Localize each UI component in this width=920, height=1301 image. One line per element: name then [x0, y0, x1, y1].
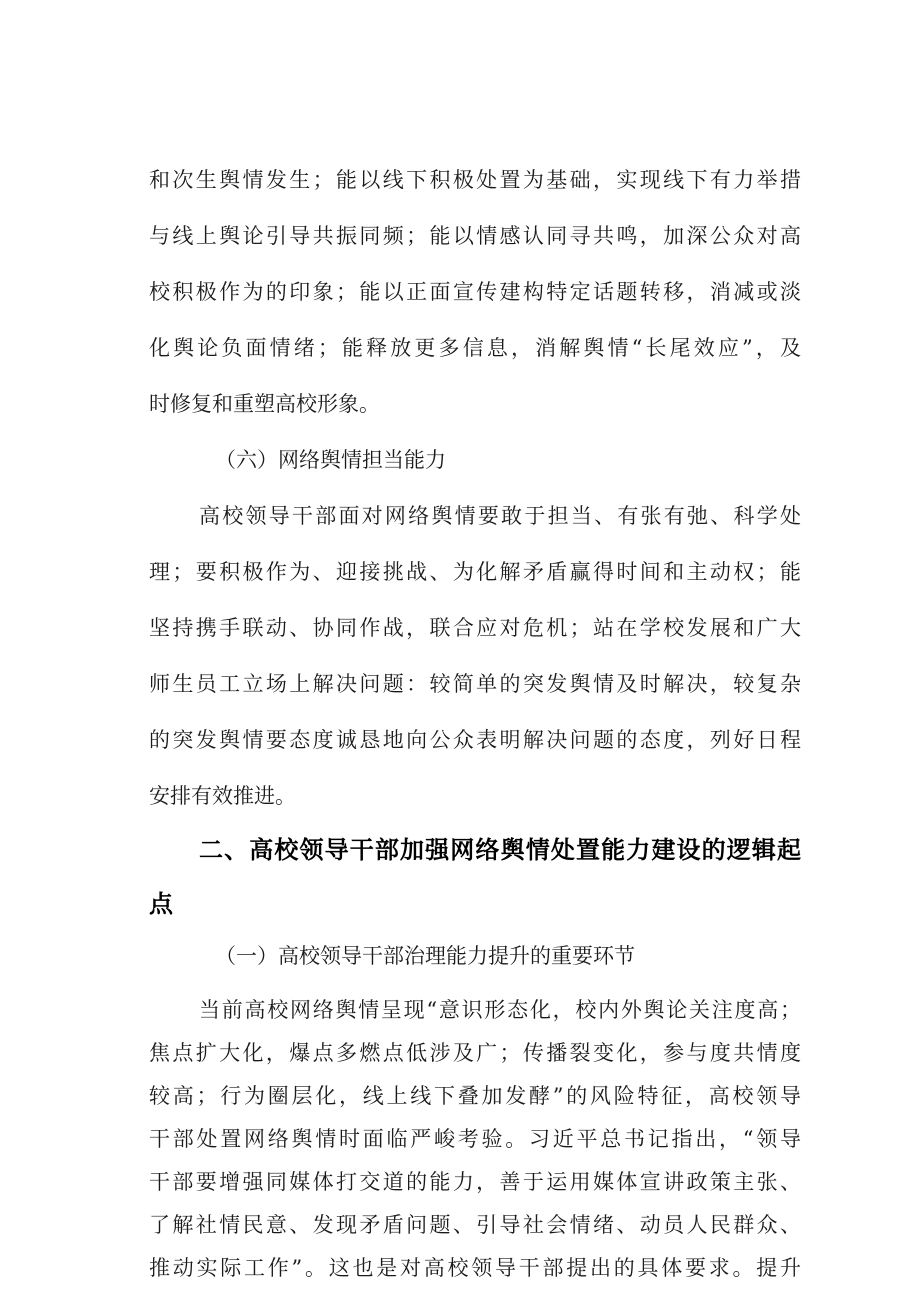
paragraph-line: 干部要增强同媒体打交道的能力，善于运用媒体宣讲政策主张、	[149, 1170, 801, 1194]
paragraph-line: 焦点扩大化，爆点多燃点低涉及广；传播裂变化，参与度共情度	[149, 1041, 801, 1065]
paragraph-line: 推动实际工作”。这也是对高校领导干部提出的具体要求。提升	[149, 1256, 801, 1280]
paragraph-line: 时修复和重塑高校形象。	[149, 392, 380, 416]
section-subheading-one: （一）高校领导干部治理能力提升的重要环节	[215, 944, 635, 968]
paragraph-line: 师生员工立场上解决问题：较简单的突发舆情及时解决，较复杂	[149, 672, 801, 696]
paragraph-line: 的突发舆情要态度诚恳地向公众表明解决问题的态度，列好日程	[149, 728, 801, 752]
paragraph-line: 了解社情民意、发现矛盾问题、引导社会情绪、动员人民群众、	[149, 1213, 801, 1237]
paragraph-line: 当前高校网络舆情呈现“意识形态化，校内外舆论关注度高；	[199, 998, 801, 1022]
paragraph-line: 干部处置网络舆情时面临严峻考验。习近平总书记指出，“领导	[149, 1127, 801, 1151]
paragraph-line: 坚持携手联动、协同作战，联合应对危机；站在学校发展和广大	[149, 616, 801, 640]
section-heading-two-continued: 点	[149, 890, 173, 918]
paragraph-line: 和次生舆情发生；能以线下积极处置为基础，实现线下有力举措	[149, 168, 801, 192]
paragraph-line: 高校领导干部面对网络舆情要敢于担当、有张有弛、科学处	[199, 504, 801, 528]
section-subheading-six: （六）网络舆情担当能力	[215, 448, 446, 472]
paragraph-line: 较高；行为圈层化，线上线下叠加发酵”的风险特征，高校领导	[149, 1084, 801, 1108]
paragraph-line: 理；要积极作为、迎接挑战、为化解矛盾赢得时间和主动权；能	[149, 560, 801, 584]
paragraph-line: 校积极作为的印象；能以正面宣传建构特定话题转移，消减或淡	[149, 280, 801, 304]
section-heading-two: 二、高校领导干部加强网络舆情处置能力建设的逻辑起	[199, 836, 801, 864]
paragraph-line: 化舆论负面情绪；能释放更多信息，消解舆情“长尾效应”，及	[149, 336, 801, 360]
paragraph-line: 与线上舆论引导共振同频；能以情感认同寻共鸣，加深公众对高	[149, 224, 801, 248]
paragraph-line: 安排有效推进。	[149, 784, 296, 808]
